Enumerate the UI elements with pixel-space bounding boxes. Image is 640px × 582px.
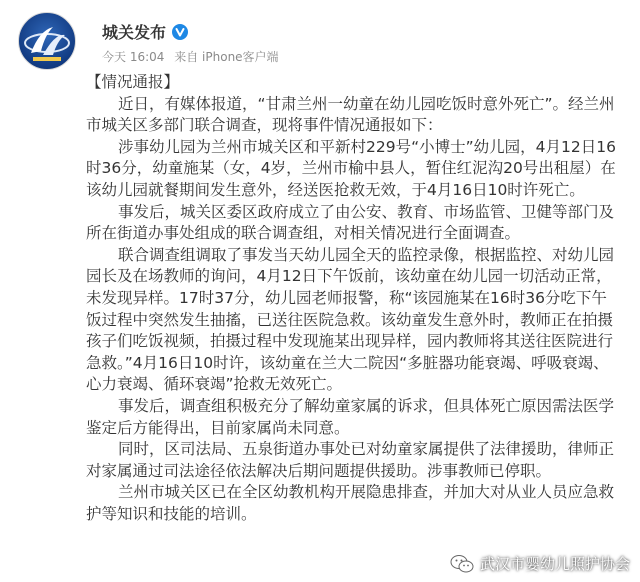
post-tag: 【情况通报】 bbox=[86, 73, 180, 91]
post-time[interactable]: 今天 16:04 bbox=[102, 50, 165, 64]
post-meta bbox=[102, 48, 285, 65]
post-body bbox=[86, 72, 618, 525]
post-source: 来自 iPhone客户端 bbox=[174, 50, 279, 64]
avatar[interactable] bbox=[18, 12, 76, 70]
post-header bbox=[18, 12, 618, 72]
post-paragraph-3: 事发后，城关区委区政府成立了由公安、教育、市场监管、卫健等部门及所在街道办事处组成的联合调查组，对相关情况进行全面调查。 bbox=[86, 202, 615, 243]
account-name-text[interactable]: 城关发布 bbox=[102, 23, 167, 42]
post-paragraph-4: 联合调查组调取了事发当天幼儿园全天的监控录像，根据监控、对幼儿园园长及在场教师的询问，4月12日下午饭前，该幼童在幼儿园一切活动正常，未发现异样。17时37分，幼儿园老师报警，称“该园施某在16时36分吃下午饭过程中突然发生抽搐，已送往医院急救。该幼童发生意外时，教师正在拍摄孩子们吃饭视频，拍摄过程中发现施某出现异样，园内教师将其送往医院进行急救。”4月16日10时许，该幼童在兰大二院因“多脏器功能衰竭、呼吸衰竭、心力衰竭、循环衰竭”抢救无效死亡。 bbox=[86, 245, 615, 394]
wechat-icon bbox=[450, 554, 474, 574]
post-paragraph-5: 事发后，调查组积极充分了解幼童家属的诉求，但具体死亡原因需法医学鉴定后方能得出，目前家属尚未同意。 bbox=[86, 396, 615, 437]
post-paragraph-1: 近日，有媒体报道，“甘肃兰州一幼童在幼儿园吃饭时意外死亡”。经兰州市城关区多部门联合调查，现将事件情况通报如下： bbox=[86, 94, 615, 135]
post-paragraph-2: 涉事幼儿园为兰州市城关区和平新村229号“小博士”幼儿园，4月12日16时36分，幼童施某（女，4岁，兰州市榆中县人，暂住红泥沟20号出租屋）在该幼儿园就餐期间发生意外，经送医抢救无效，于4月16日10时许死亡。 bbox=[86, 137, 616, 199]
post-paragraph-6: 同时，区司法局、五泉街道办事处已对幼童家属提供了法律援助，律师正对家属通过司法途径依法解决后期问题提供援助。涉事教师已停职。 bbox=[86, 440, 615, 480]
watermark bbox=[450, 553, 630, 574]
watermark-text: 武汉市婴幼儿照护协会 bbox=[479, 555, 630, 573]
avatar-logo-icon bbox=[19, 13, 75, 69]
account-name[interactable] bbox=[102, 20, 188, 43]
verified-icon bbox=[172, 24, 188, 40]
post-paragraph-7: 兰州市城关区已在全区幼教机构开展隐患排查，并加大对从业人员应急救护等知识和技能的培训。 bbox=[86, 483, 615, 523]
